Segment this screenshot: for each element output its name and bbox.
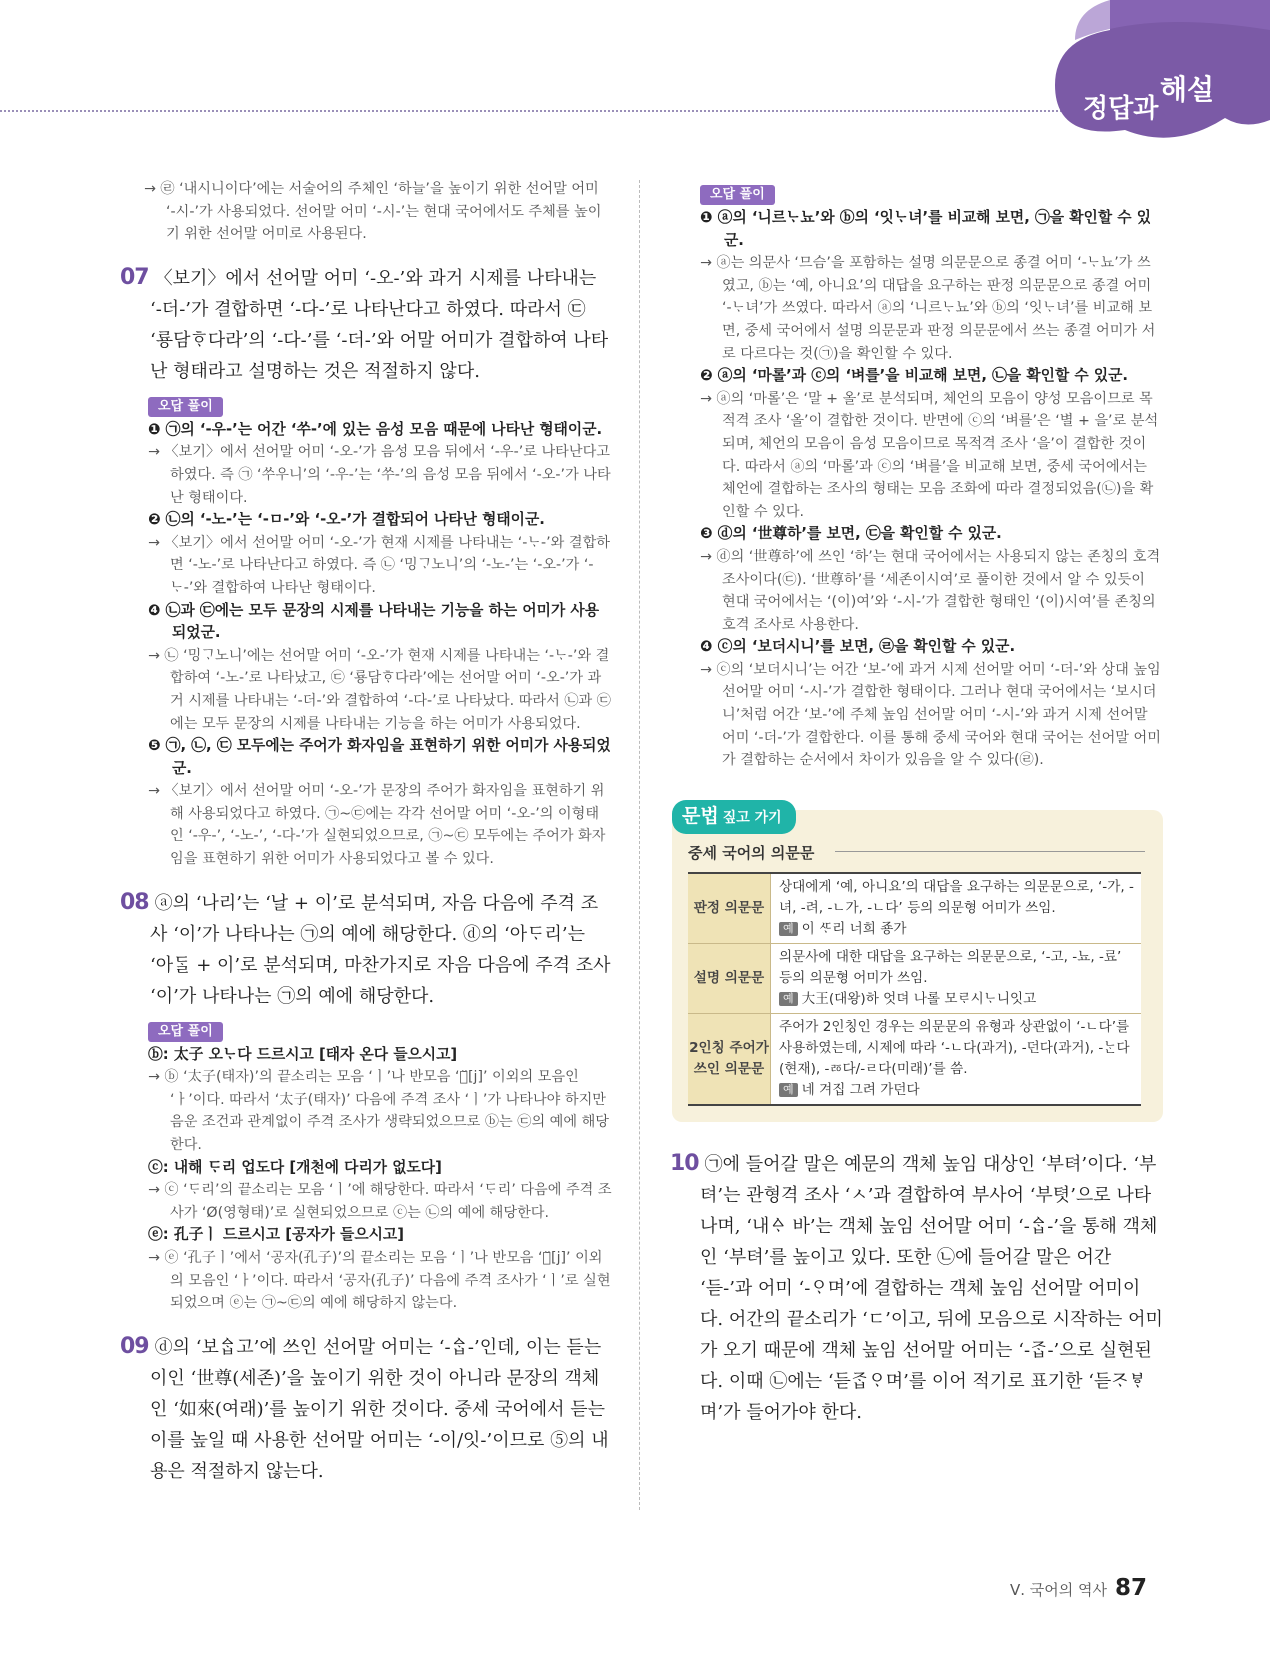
question-07 bbox=[120, 262, 612, 871]
q10-text: 10 ㉠에 들어갈 말은 예문의 객체 높임 대상인 ‘부텨’이다. ‘부텨’는 관형격 조사 ‘ㅅ’과 결합하여 부사어 ‘부텻’으로 나타나며, ‘내ᅀᆞ 바’는 객체 높임 선어말 어미 ‘-ᅀᆞᆸ-’을 통해 객체인 ‘부텨’를 높이고 있다. 또한 ㉡에 들어갈 말은 어간 ‘듣-’과 어미 ‘-ᄋᆞ며’에 결합하는 객체 높임 선어말 어미이다. 어간의 끝소리가 ‘ㄷ’이고, 뒤에 모음으로 시작하는 어미가 오기 때문에 객체 높임 선어말 어미는 ‘-ᄌᆞᆸ-’으로 실현된다. 이때 ㉡에는 ‘듣ᄌᆞᆸᄋᆞ며’를 이어 적기로 표기한 ‘듣ᄌᆞᄫᆞ며’가 들어가야 한다. bbox=[670, 1151, 1163, 1423]
q07-arrow-5: → 〈보기〉에서 선어말 어미 ‘-오-’가 문장의 주어가 화자임을 표현하기 위해 사용되었다고 하였다. ㉠~㉢에는 각각 선어말 어미 ‘-오-’의 이형태인 ‘-우-’, ‘-노-’, ‘-다-’가 실현되었으므로, ㉠~㉢ 모두에는 주어가 화자임을 표현하기 위한 어미가 사용되었다고 볼 수 있다. bbox=[148, 783, 606, 868]
q07-point-1: ❶ ㉠의 ‘-우-’는 어간 ‘쑤-’에 있는 음성 모음 때문에 나타난 형태이군. bbox=[148, 420, 603, 438]
q07-wrong-answer-badge: 오답 풀이 bbox=[148, 397, 223, 417]
q07-point-4: ❹ ㉡과 ㉢에는 모두 문장의 시제를 나타내는 기능을 하는 어미가 사용되었군. bbox=[148, 601, 599, 642]
q07-number: 07 bbox=[120, 264, 149, 290]
q08-number: 08 bbox=[120, 889, 149, 915]
example-label: 예 bbox=[779, 922, 798, 936]
top-arrow-text: → ㉣ ‘내시니이다’에는 서술어의 주체인 ‘하늘’을 높이기 위한 선어말 어미 ‘-시-’가 사용되었다. 선어말 어미 ‘-시-’는 현대 국어에서도 주체를 높이기 위한 선어말 어미로 사용된다. bbox=[144, 181, 602, 243]
q07-point-5: ❺ ㉠, ㉡, ㉢ 모두에는 주어가 화자임을 표현하기 위한 어미가 사용되었군. bbox=[148, 737, 611, 777]
q08-wrong-answer-badge: 오답 풀이 bbox=[148, 1022, 223, 1042]
column-divider bbox=[639, 180, 640, 1510]
q07-arrow-4: → ㉡ ‘밍ᄀᆞ노니’에는 선어말 어미 ‘-오-’가 현재 시제를 나타내는 ‘-ᄂᆞ-’와 결합하여 ‘-노-’로 나타났고, ㉢ ‘룡담ᄒᆞ다라’에는 선어말 어미 ‘-오-’가 과거 시제를 나타내는 ‘-더-’와 결합하여 ‘-다-’로 나타났다. 따라서 ㉡과 ㉢에는 모두 문장의 시제를 나타내는 기능을 하는 어미가 사용되었다. bbox=[148, 647, 611, 732]
tab-label-1: 정답과 bbox=[1083, 94, 1159, 124]
q09-point-3: ❸ ⓓ의 ‘世尊하’를 보면, ㉢을 확인할 수 있군. bbox=[700, 525, 1002, 543]
q09-number: 09 bbox=[120, 1333, 149, 1359]
grammar-subtitle: 중세 국어의 의문문 bbox=[688, 844, 815, 862]
row-body: 의문사에 대한 대답을 요구하는 의문문으로, ‘-고, -뇨, -료’ 등의 의문형 어미가 쓰임. 예 大王(대왕)하 엇뎌 나롤 모ᄅᆞ시ᄂᆞ니잇고 bbox=[771, 944, 1142, 1014]
row-head: 설명 의문문 bbox=[688, 944, 771, 1014]
question-08 bbox=[120, 887, 612, 1315]
table-row bbox=[688, 1014, 1141, 1106]
example-text: 大王(대왕)하 엇뎌 나롤 모ᄅᆞ시ᄂᆞ니잇고 bbox=[801, 991, 1037, 1007]
q09-wrong-answer-badge: 오답 풀이 bbox=[700, 185, 775, 205]
header-dotted-line bbox=[0, 110, 1070, 112]
q09-arrow-4: → ⓒ의 ‘보더시니’는 어간 ‘보-’에 과거 시제 선어말 어미 ‘-더-’와 상대 높임 선어말 어미 ‘-시-’가 결합한 형태이다. 그러나 현대 국어에서는 ‘보시더니’처럼 어간 ‘보-’에 주체 높임 선어말 어미 ‘-시-’와 과거 시제 선어말 어미 ‘-더-’가 결합한다. 이를 통해 중세 국어와 현대 국어는 선어말 어미가 결합하는 순서에서 차이가 있음을 알 수 있다(㉣). bbox=[700, 661, 1161, 769]
q08-arrow-b: → ⓑ ‘太子(태자)’의 끝소리는 모음 ‘ㅣ’나 반모음 ‘ㅣ̆[j]’ 이외의 모음인 ‘ㅏ’이다. 따라서 ‘太子(태자)’ 다음에 주격 조사 ‘ㅣ’가 나타나야 하지만 음운 조건과 관계없이 주격 조사가 생략되었으므로 ⓑ는 ㉢의 예에 해당한다. bbox=[148, 1069, 610, 1154]
q07-text: 07 〈보기〉에서 선어말 어미 ‘-오-’와 과거 시제를 나타내는 ‘-더-’가 결합하면 ‘-다-’로 나타난다고 하였다. 따라서 ㉢ ‘룡담ᄒᆞ다라’의 ‘-다-’를 ‘-더-’와 어말 어미가 결합하여 나타난 형태라고 설명하는 것은 적절하지 않다. bbox=[120, 264, 609, 382]
table-row bbox=[688, 944, 1141, 1014]
q08-point-b: ⓑ: 太子 오ᄂᆞ다 드르시고 [태자 온다 들으시고] bbox=[148, 1045, 458, 1063]
example-text: 이 ᄯᆞ리 너희 죵가 bbox=[801, 921, 907, 937]
q09-arrow-3: → ⓓ의 ‘世尊하’에 쓰인 ‘하’는 현대 국어에서는 사용되지 않는 존칭의 호격 조사이다(㉢). ‘世尊하’를 ‘세존이시여’로 풀이한 것에서 알 수 있듯이 현대 국어에서는 ‘(이)여’와 ‘-시-’가 결합한 형태인 ‘(이)시여’를 존칭의 호격 조사로 사용한다. bbox=[700, 548, 1161, 633]
q08-arrow-e: → ⓔ ‘孔子ㅣ’에서 ‘공자(孔子)’의 끝소리는 모음 ‘ㅣ’나 반모음 ‘ㅣ̆[j]’ 이외의 모음인 ‘ㅏ’이다. 따라서 ‘공자(孔子)’ 다음에 주격 조사가 ‘ㅣ’로 실현되었으며 ⓔ는 ㉠~㉢의 예에 해당하지 않는다. bbox=[148, 1250, 611, 1312]
question-10 bbox=[670, 1148, 1163, 1428]
example-label: 예 bbox=[779, 1083, 798, 1097]
question-09 bbox=[120, 1331, 612, 1487]
q09-point-2: ❷ ⓐ의 ‘마롤’과 ⓒ의 ‘벼를’을 비교해 보면, ㉡을 확인할 수 있군. bbox=[700, 367, 1129, 385]
row-head: 판정 의문문 bbox=[688, 873, 771, 944]
grammar-table bbox=[688, 872, 1141, 1106]
q09-point-1: ❶ ⓐ의 ‘니르ᄂᆞ뇨’와 ⓑ의 ‘잇ᄂᆞ녀’를 비교해 보면, ㉠을 확인할 수 있군. bbox=[700, 209, 1152, 249]
q09-text: 09 ⓓ의 ‘보ᅀᆞᆸ고’에 쓰인 선어말 어미는 ‘-ᅀᆞᆸ-’인데, 이는 듣는 이인 ‘世尊(세존)’을 높이기 위한 것이 아니라 문장의 객체인 ‘如來(여래)’를 높이기 위한 것이다. 중세 국어에서 듣는 이를 높일 때 사용한 선어말 어미는 ‘-이/잇-’이므로 ⑤의 내용은 적절하지 않는다. bbox=[120, 1333, 609, 1482]
row-head: 2인칭 주어가 쓰인 의문문 bbox=[688, 1014, 771, 1106]
q09-point-4: ❹ ⓒ의 ‘보더시니’를 보면, ㉣을 확인할 수 있군. bbox=[700, 638, 1016, 656]
tab-label-2: 해설 bbox=[1160, 73, 1215, 106]
q07-arrow-1: → 〈보기〉에서 선어말 어미 ‘-오-’가 음성 모음 뒤에서 ‘-우-’로 나타난다고 하였다. 즉 ㉠ ‘쑤우니’의 ‘-우-’는 ‘쑤-’의 음성 모음 뒤에서 ‘-오-’가 나타난 형태이다. bbox=[148, 444, 611, 506]
q08-point-c: ⓒ: 내해 ᄃᆞ리 업도다 [개천에 다리가 없도다] bbox=[148, 1158, 442, 1176]
grammar-header bbox=[672, 800, 796, 834]
table-row bbox=[688, 873, 1141, 944]
example-label: 예 bbox=[779, 992, 798, 1006]
q08-text: 08 ⓐ의 ‘나리’는 ‘날 + 이’로 분석되며, 자음 다음에 주격 조사 ‘이’가 나타나는 ㉠의 예에 해당한다. ⓓ의 ‘아ᄃᆞ리’는 ‘아ᄃᆞᆯ + 이’로 분석되며, 마찬가지로 자음 다음에 주격 조사 ‘이’가 나타나는 ㉠의 예에 해당한다. bbox=[120, 889, 611, 1007]
example-text: 네 겨집 그려 가던다 bbox=[801, 1082, 920, 1098]
q08-point-e: ⓔ: 孔子ㅣ 드르시고 [공자가 들으시고] bbox=[148, 1226, 404, 1244]
grammar-pill: 문법 짚고 가기 bbox=[672, 800, 796, 834]
grammar-rule bbox=[835, 851, 1145, 852]
page-number: 87 bbox=[1115, 1575, 1148, 1601]
q07-arrow-2: → 〈보기〉에서 선어말 어미 ‘-오-’가 현재 시제를 나타내는 ‘-ᄂᆞ-’와 결합하면 ‘-노-’로 나타난다고 하였다. 즉 ㉡ ‘밍ᄀᆞ노니’의 ‘-노-’는 ‘-오-’가 ‘-ᄂᆞ-’와 결합하여 나타난 형태이다. bbox=[148, 534, 610, 596]
q09-arrow-1: → ⓐ는 의문사 ‘므슴’을 포함하는 설명 의문문으로 종결 어미 ‘-ᄂᆞ뇨’가 쓰였고, ⓑ는 ‘예, 아니요’의 대답을 요구하는 판정 의문문으로 종결 어미 ‘-ᄂᆞ녀’가 쓰였다. 따라서 ⓐ의 ‘니르ᄂᆞ뇨’와 ⓑ의 ‘잇ᄂᆞ녀’를 비교해 보면, 중세 국어에서 설명 의문문과 판정 의문문에서 쓰는 종결 어미가 서로 다르다는 것(㉠)을 확인할 수 있다. bbox=[700, 255, 1156, 362]
row-body: 주어가 2인칭인 경우는 의문문의 유형과 상관없이 ‘-ㄴ다’를 사용하였는데, 시제에 따라 ‘-ㄴ다(과거), -던다(과거), -ᄂᆞᆫ다(현재), -ㅭ다/-ㄹ다(미래)’를 씀. 예 네 겨집 그려 가던다 bbox=[771, 1014, 1142, 1106]
q10-number: 10 bbox=[670, 1151, 699, 1176]
q09-arrow-2: → ⓐ의 ‘마롤’은 ‘말 + 올’로 분석되며, 체언의 모음이 양성 모음이므로 목적격 조사 ‘올’이 결합한 것이다. 반면에 ⓒ의 ‘벼를’은 ‘별 + 을’로 분석되며, 체언의 모음이 음성 모음이므로 목적격 조사 ‘을’이 결합한 것이다. 따라서 ⓐ의 ‘마롤’과 ⓒ의 ‘벼를’을 비교해 보면, 중세 국어에서는 체언에 결합하는 조사의 형태는 모음 조화에 따라 결정되었음(㉡)을 확인할 수 있다. bbox=[700, 390, 1159, 520]
q07-point-2: ❷ ㉡의 ‘-노-’는 ‘-ㅁ-’와 ‘-오-’가 결합되어 나타난 형태이군. bbox=[148, 511, 545, 529]
q08-arrow-c: → ⓒ ‘ᄃᆞ리’의 끝소리는 모음 ‘ㅣ’에 해당한다. 따라서 ‘ᄃᆞ리’ 다음에 주격 조사가 ‘Ø(영형태)’로 실현되었으므로 ⓒ는 ㉡의 예에 해당한다. bbox=[148, 1182, 612, 1221]
left-column bbox=[120, 178, 612, 1487]
footer-section: Ⅴ. 국어의 역사 bbox=[1010, 1581, 1108, 1599]
right-column bbox=[700, 183, 1163, 772]
page-footer bbox=[1010, 1575, 1147, 1601]
row-body: 상대에게 ‘예, 아니요’의 대답을 요구하는 의문문으로, ‘-가, -녀, -려, -ㄴ가, -ㄴ다’ 등의 의문형 어미가 쓰임. 예 이 ᄯᆞ리 너희 죵가 bbox=[771, 873, 1142, 944]
